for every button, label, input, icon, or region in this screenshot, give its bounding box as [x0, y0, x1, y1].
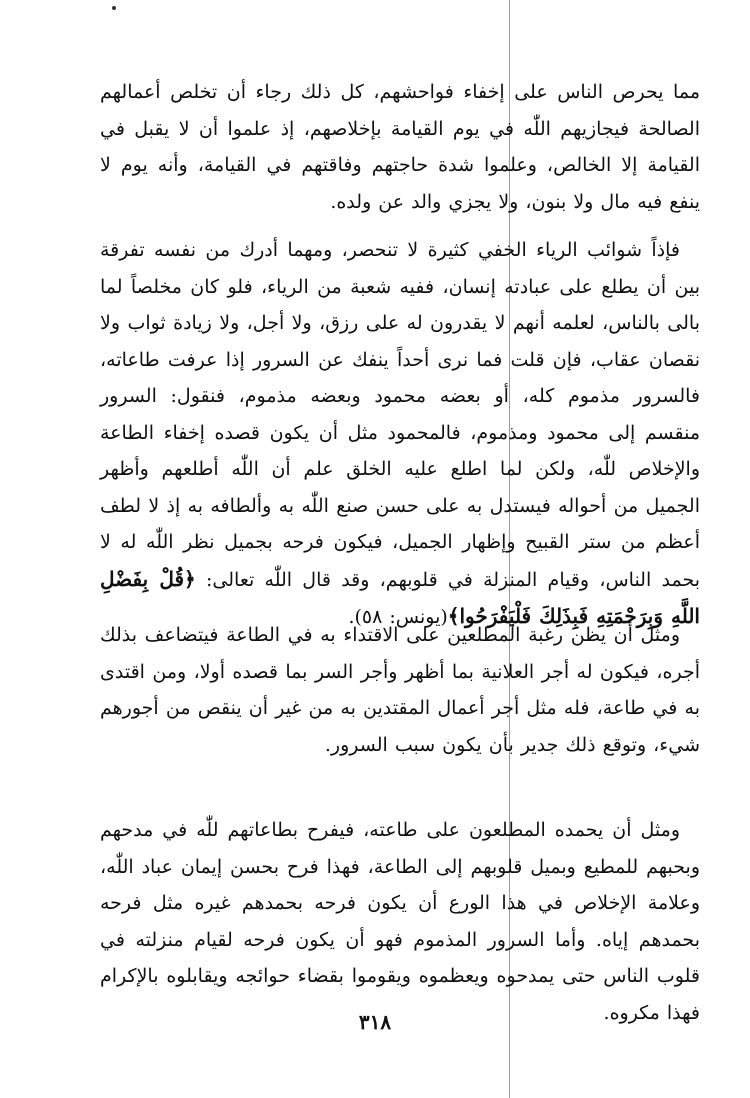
- paragraph-3-text: ومثل أن يظن رغبة المطلعين على الاقتداء به في الطاعة فيتضاعف بذلك أجره، فيكون له أجر العلانية بما أظهر وأجر السر بما قصده أولا، ومن اقتدى به في طاعة، فله مثل أجر أعمال المقتدين به من غير أن ينقص من أجورهم شيء، وتوقع ذلك جدير بأن يكون سبب السرور.: [100, 624, 700, 756]
- page-number: ٣١٨: [358, 1010, 392, 1034]
- paragraph-3: [100, 617, 700, 763]
- paragraph-2-text: فإذاً شوائب الرياء الخفي كثيرة لا تنحصر، ومهما أدرك من نفسه تفرقة بين أن يطلع على عبادته إنسان، ففيه شعبة من الرياء، فلو كان مخلصاً لما بالى بالناس، لعلمه أنهم لا يقدرون له على رزق، ولا أجل، ولا زيادة ثواب ولا نقصان عقاب، فإن قلت فما نرى أحداً ينفك عن السرور إذا عرفت طاعاته، فالسرور مذموم كله، أو بعضه محمود وبعضه مذموم، فنقول: السرور منقسم إلى محمود ومذموم، فالمحمود مثل أن يكون قصده إخفاء الطاعة والإخلاص للّٰه، ولكن لما اطلع عليه الخلق علم أن اللّٰه أطلعهم وأظهر الجميل من أحواله فيستدل به على حسن صنع اللّٰه به وألطافه به إذ لا لطف أعظم من ستر القبيح وإظهار الجميل، فيكون فرحه بجميل نظر اللّٰه له لا بحمد الناس، وقيام المنزلة في قلوبهم، وقد قال اللّٰه تعالى:: [100, 239, 701, 591]
- paragraph-1-text: مما يحرص الناس على إخفاء فواحشهم، كل ذلك رجاء أن تخلص أعمالهم الصالحة فيجازيهم اللّٰه في يوم القيامة بإخلاصهم، إذ علموا أن لا يقبل في القيامة إلا الخالص، وعلموا شدة حاجتهم وفاقتهم في القيامة، وأنه يوم لا ينفع فيه مال ولا بنون، ولا يجزي والد عن ولده.: [100, 81, 700, 213]
- paragraph-4: [100, 812, 700, 1031]
- verse-reference: (يونس: ٥٨).: [348, 606, 448, 628]
- paragraph-1: [100, 74, 700, 220]
- paragraph-4-text: ومثل أن يحمده المطلعون على طاعته، فيفرح بطاعاتهم للّٰه في مدحهم وبحبهم للمطيع وبميل قلوبهم إلى الطاعة، فهذا فرح بحسن إيمان عباد اللّٰه، وعلامة الإخلاص في هذا الورع أن يكون فرحه بحمدهم غيره مثل فرحه بحمدهم إياه. وأما السرور المذموم فهو أن يكون فرحه لقيام منزلته في قلوب الناس حتى يمدحوه ويعظموه ويقوموا بقضاء حوائجه ويقابلوه بالإكرام فهذا مكروه.: [100, 819, 700, 1024]
- paragraph-2: [100, 232, 700, 636]
- quran-verse: ﴿قُلْ بِفَضْلِ اللَّهِ وَبِرَحْمَتِهِ فَبِذَلِكَ فَلْيَفْرَحُوا﴾: [100, 566, 700, 628]
- ink-speck: [112, 6, 116, 10]
